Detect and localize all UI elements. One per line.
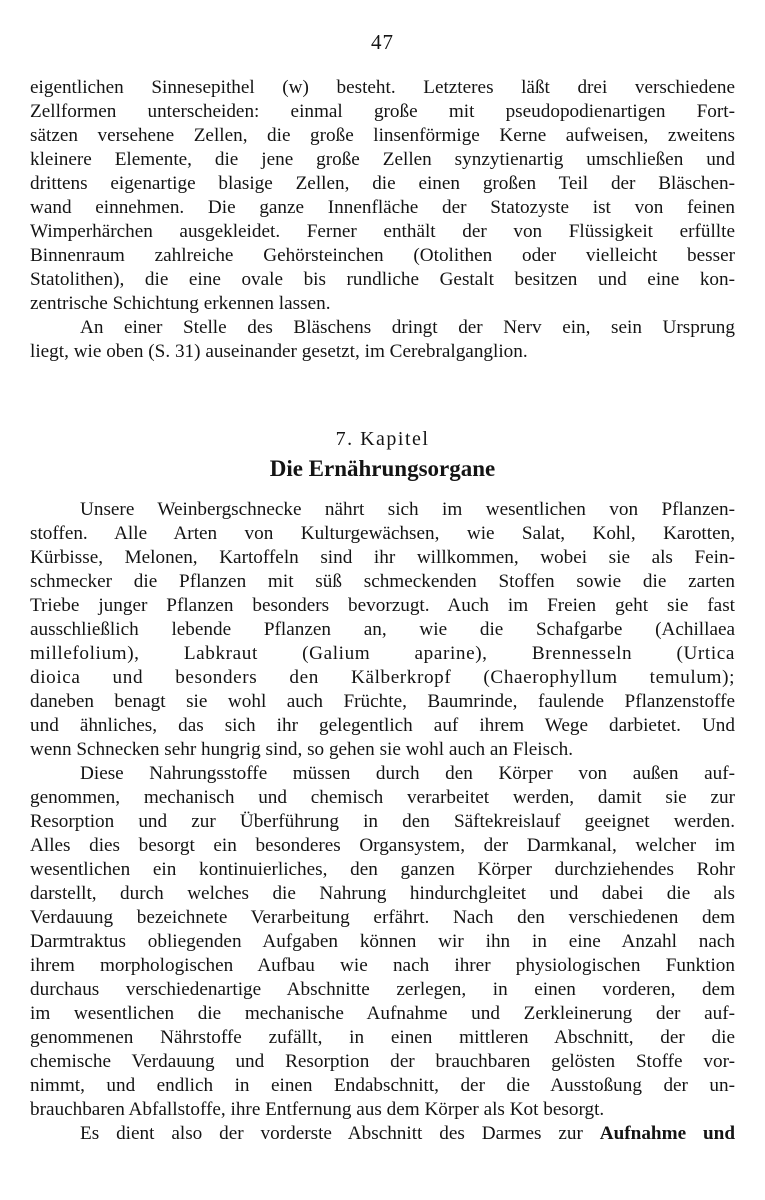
text-line: Statolithen), die eine ovale bis rundliche Gestalt besitzen und eine kon-	[30, 269, 735, 290]
text-line: drittens eigenartige blasige Zellen, die einen großen Teil der Bläschen-	[30, 173, 735, 194]
text-line: Alles dies besorgt ein besonderes Organsystem, der Darmkanal, welcher im	[30, 835, 735, 856]
text-span: Es dient also der vorderste Abschnitt des Darmes zur	[80, 1123, 600, 1144]
text-line: brauchbaren Abfallstoffe, ihre Entfernung aus dem Körper als Kot besorgt.	[30, 1099, 605, 1120]
text-line: wand einnehmen. Die ganze Innenfläche der Statozyste ist von feinen	[30, 197, 735, 218]
text-line: dioica und besonders den Kälberkropf (Chaerophyllum temulum);	[30, 667, 735, 688]
text-line: ihrem morphologischen Aufbau wie nach ihrer physiologischen Funktion	[30, 955, 735, 976]
text-line: genommen, mechanisch und chemisch verarbeitet werden, damit sie zur	[30, 787, 735, 808]
text-line: eigentlichen Sinnesepithel (w) besteht. Letzteres läßt drei verschiedene	[30, 77, 735, 98]
text-line	[80, 1122, 735, 1146]
page-number: 47	[371, 30, 394, 54]
chapter-title: Die Ernährungsorgane	[269, 456, 496, 481]
text-line: wenn Schnecken sehr hungrig sind, so gehen sie wohl auch an Fleisch.	[30, 739, 573, 760]
text-line: liegt, wie oben (S. 31) auseinander gesetzt, im Cerebralganglion.	[30, 341, 528, 362]
text-line: wesentlichen ein kontinuierliches, den ganzen Körper durchziehendes Rohr	[30, 859, 735, 880]
text-line: nimmt, und endlich in einen Endabschnitt, der die Ausstoßung der un-	[30, 1075, 735, 1096]
text-line: Unsere Weinbergschnecke nährt sich im wesentlichen von Pflanzen-	[80, 499, 735, 520]
text-line: Zellformen unterscheiden: einmal große mit pseudopodienartigen Fort-	[30, 101, 735, 122]
text-line: zentrische Schichtung erkennen lassen.	[30, 293, 331, 314]
text-line: chemische Verdauung und Resorption der brauchbaren gelösten Stoffe vor-	[30, 1051, 735, 1072]
bold-text-span: Aufnahme und	[599, 1123, 735, 1144]
text-line: Verdauung bezeichnete Verarbeitung erfährt. Nach den verschiedenen dem	[30, 907, 735, 928]
text-line: ausschließlich lebende Pflanzen an, wie die Schafgarbe (Achillaea	[30, 619, 735, 640]
chapter-label: 7. Kapitel	[335, 428, 430, 450]
text-line: im wesentlichen die mechanische Aufnahme und Zerkleinerung der auf-	[30, 1003, 735, 1024]
text-line: Diese Nahrungsstoffe müssen durch den Körper von außen auf-	[80, 763, 735, 784]
text-line: schmecker die Pflanzen mit süß schmeckenden Stoffen sowie die zarten	[30, 571, 735, 592]
text-line: durchaus verschiedenartige Abschnitte zerlegen, in einen vorderen, dem	[30, 979, 735, 1000]
text-line: und ähnliches, das sich ihr gelegentlich auf ihrem Wege darbietet. Und	[30, 715, 735, 736]
text-line: stoffen. Alle Arten von Kulturgewächsen, wie Salat, Kohl, Karotten,	[30, 523, 735, 544]
text-line: Triebe junger Pflanzen besonders bevorzugt. Auch im Freien geht sie fast	[30, 595, 735, 616]
text-line: Binnenraum zahlreiche Gehörsteinchen (Otolithen oder vielleicht besser	[30, 245, 735, 266]
text-line: kleinere Elemente, die jene große Zellen synzytienartig umschließen und	[30, 149, 735, 170]
text-line: An einer Stelle des Bläschens dringt der Nerv ein, sein Ursprung	[80, 317, 735, 338]
text-line: Resorption und zur Überführung in den Säftekreislauf geeignet werden.	[30, 811, 735, 832]
text-line: daneben benagt sie wohl auch Früchte, Baumrinde, faulende Pflanzenstoffe	[30, 691, 735, 712]
text-line: darstellt, durch welches die Nahrung hindurchgleitet und dabei die als	[30, 883, 735, 904]
text-line: Wimperhärchen ausgekleidet. Ferner enthält der von Flüssigkeit erfüllte	[30, 221, 735, 242]
text-line: sätzen versehene Zellen, die große linsenförmige Kerne aufweisen, zweitens	[30, 125, 735, 146]
text-line: millefolium), Labkraut (Galium aparine), Brennesseln (Urtica	[30, 643, 735, 664]
text-line: genommenen Nährstoffe zufällt, in einen mittleren Abschnitt, der die	[30, 1027, 735, 1048]
text-line: Kürbisse, Melonen, Kartoffeln sind ihr willkommen, wobei sie als Fein-	[30, 547, 735, 568]
text-line: Darmtraktus obliegenden Aufgaben können wir ihn in eine Anzahl nach	[30, 931, 735, 952]
